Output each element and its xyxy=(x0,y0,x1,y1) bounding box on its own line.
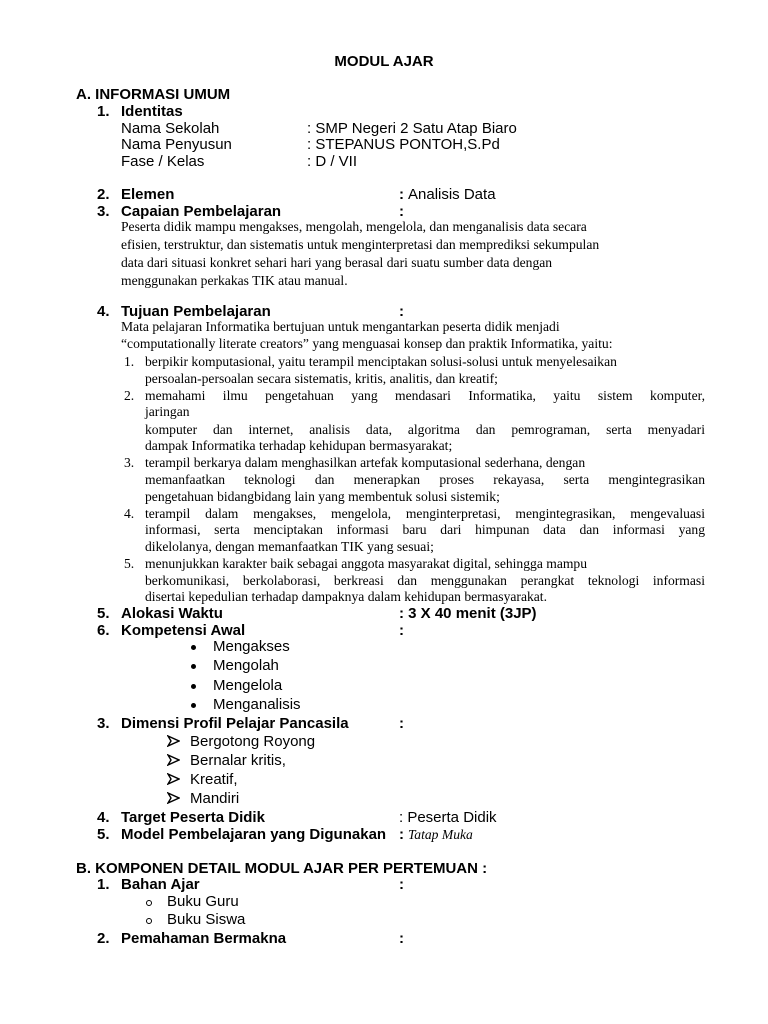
circle-list-item: Buku Guru xyxy=(167,893,239,910)
arrow-list-item: Kreatif, xyxy=(190,771,238,788)
paragraph-line: efisien, terstruktur, dan sistematis untuk menginterpretasi dan memprediksi sekumpulan xyxy=(121,237,600,252)
bullet-item: Mengolah xyxy=(213,657,279,674)
elemen-value: Analisis Data xyxy=(408,186,496,203)
list-number: 1. xyxy=(124,354,135,369)
field-label: Fase / Kelas xyxy=(121,153,205,170)
arrow-bullet-icon xyxy=(167,735,180,747)
capaian-label: Capaian Pembelajaran xyxy=(121,203,282,220)
arrow-list-item: Mandiri xyxy=(190,790,240,807)
colon: : xyxy=(399,203,404,220)
item-number: 2. xyxy=(97,930,110,947)
paragraph-line: Peserta didik mampu mengakses, mengolah, mengelola, dan menganalisis data secara xyxy=(121,219,587,234)
document-title: MODUL AJAR xyxy=(334,53,434,70)
arrow-list-item: Bergotong Royong xyxy=(190,733,316,750)
list-line: pengetahuan bidangbidang lain yang membentuk solusi sistemik; xyxy=(145,489,500,504)
colon: : xyxy=(399,303,404,320)
list-line: memahami ilmu pengetahuan yang mendasari Informatika, yaitu sistem komputer, xyxy=(145,388,705,403)
model-value: Tatap Muka xyxy=(408,827,473,842)
arrow-list-item: Bernalar kritis, xyxy=(190,752,286,769)
colon: : xyxy=(399,186,404,203)
field-value: : SMP Negeri 2 Satu Atap Biaro xyxy=(307,120,517,137)
circle-bullet-icon xyxy=(146,900,152,906)
list-line: menunjukkan karakter baik sebagai anggota masyarakat digital, sehingga mampu xyxy=(145,556,588,571)
pemahaman-label: Pemahaman Bermakna xyxy=(121,930,287,947)
target-label: Target Peserta Didik xyxy=(121,809,265,826)
circle-bullet-icon xyxy=(146,918,152,924)
field-value: : STEPANUS PONTOH,S.Pd xyxy=(307,136,500,153)
colon: : xyxy=(399,826,404,843)
bullet-icon xyxy=(191,703,196,708)
list-line: memanfaatkan teknologi dan menerapkan proses rekayasa, serta mengintegrasikan xyxy=(145,472,705,487)
field-value: : D / VII xyxy=(307,153,358,170)
arrow-bullet-icon xyxy=(167,773,180,785)
colon: : xyxy=(399,930,404,947)
list-number: 2. xyxy=(124,388,135,403)
alokasi-label: Alokasi Waktu xyxy=(121,605,223,622)
list-number: 3. xyxy=(124,455,135,470)
bullet-item: Mengakses xyxy=(213,638,290,655)
bahan-label: Bahan Ajar xyxy=(121,876,200,893)
item-number: 6. xyxy=(97,622,110,639)
elemen-label: Elemen xyxy=(121,186,175,203)
list-line: informasi, serta menciptakan informasi baru dari himpunan data dan informasi yang xyxy=(145,522,705,537)
arrow-bullet-icon xyxy=(167,792,180,804)
alokasi-value: : 3 X 40 menit (3JP) xyxy=(399,605,537,622)
target-value: : Peserta Didik xyxy=(399,809,497,826)
colon: : xyxy=(399,622,404,639)
field-label: Nama Sekolah xyxy=(121,120,220,137)
item-number: 1. xyxy=(97,103,110,120)
colon: : xyxy=(399,715,404,732)
list-number: 4. xyxy=(124,506,135,521)
arrow-bullet-icon xyxy=(167,754,180,766)
list-line: berpikir komputasional, yaitu terampil menciptakan solusi-solusi untuk menyelesaikan xyxy=(145,354,617,369)
list-line: komputer dan internet, analisis data, algoritma dan pemrograman, serta menyadari xyxy=(145,422,705,437)
section-a-heading: A. INFORMASI UMUM xyxy=(76,86,231,103)
colon: : xyxy=(399,876,404,893)
list-number: 5. xyxy=(124,556,135,571)
dimensi-label: Dimensi Profil Pelajar Pancasila xyxy=(121,715,349,732)
item-number: 5. xyxy=(97,605,110,622)
list-line: jaringan xyxy=(145,404,190,419)
bullet-item: Mengelola xyxy=(213,677,283,694)
list-line: disertai kepedulian terhadap dampaknya dalam kehidupan bermasyarakat. xyxy=(145,589,547,604)
item-number: 2. xyxy=(97,186,110,203)
section-b-heading: B. KOMPONEN DETAIL MODUL AJAR PER PERTEMUAN : xyxy=(76,860,488,877)
list-line: dampak Informatika terhadap kehidupan bermasyarakat; xyxy=(145,438,453,453)
circle-list-item: Buku Siswa xyxy=(167,911,246,928)
list-line: berkomunikasi, berkolaborasi, berkreasi dan menggunakan perangkat teknologi informasi xyxy=(145,573,705,588)
kompetensi-label: Kompetensi Awal xyxy=(121,622,246,639)
item-number: 1. xyxy=(97,876,110,893)
list-line: terampil berkarya dalam menghasilkan artefak komputasional sederhana, dengan xyxy=(145,455,586,470)
field-label: Nama Penyusun xyxy=(121,136,232,153)
item-number: 4. xyxy=(97,303,110,320)
bullet-icon xyxy=(191,684,196,689)
item-number: 5. xyxy=(97,826,110,843)
list-line: terampil dalam mengakses, mengelola, menginterpretasi, mengintegrasikan, mengevaluasi xyxy=(145,506,705,521)
paragraph-line: Mata pelajaran Informatika bertujuan untuk mengantarkan peserta didik menjadi xyxy=(121,319,560,334)
item-number: 3. xyxy=(97,203,110,220)
bullet-item: Menganalisis xyxy=(213,696,301,713)
list-line: persoalan-persoalan secara sistematis, kritis, analitis, dan kreatif; xyxy=(145,371,498,386)
paragraph-line: data dari situasi konkret sehari hari yang berasal dari suatu sumber data dengan xyxy=(121,255,553,270)
paragraph-line: “computationally literate creators” yang menguasai konsep dan praktik Informatika, yaitu: xyxy=(121,336,613,351)
bullet-icon xyxy=(191,664,196,669)
identitas-heading: Identitas xyxy=(121,103,183,120)
item-number: 4. xyxy=(97,809,110,826)
bullet-icon xyxy=(191,645,196,650)
paragraph-line: menggunakan perkakas TIK atau manual. xyxy=(121,273,348,288)
list-line: dikelolanya, dengan memanfaatkan TIK yang sesuai; xyxy=(145,539,434,554)
item-number: 3. xyxy=(97,715,110,732)
tujuan-label: Tujuan Pembelajaran xyxy=(121,303,271,320)
model-label: Model Pembelajaran yang Digunakan xyxy=(121,826,387,843)
